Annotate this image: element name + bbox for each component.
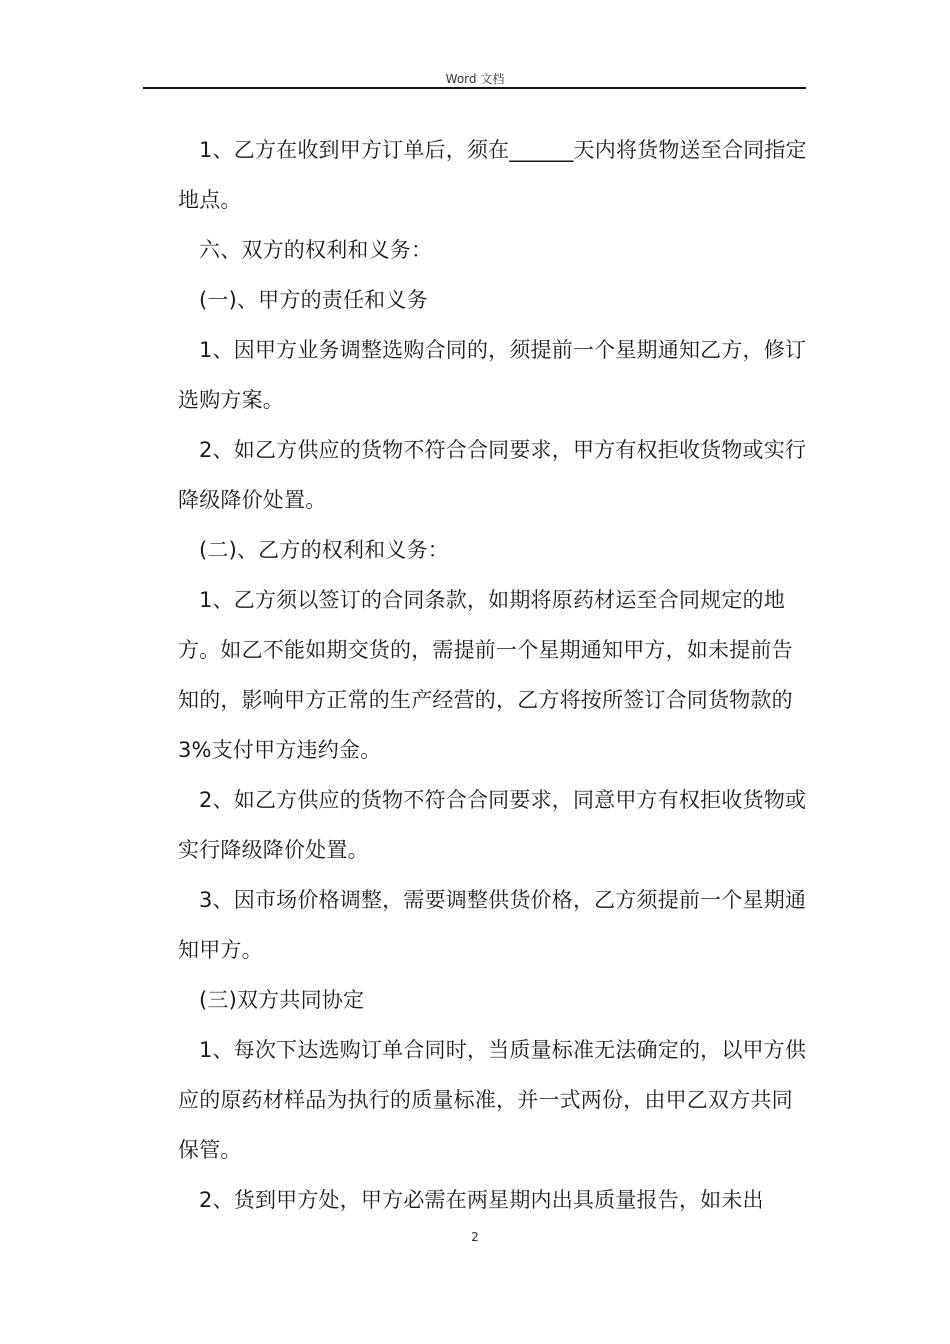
paragraph: 1、乙方须以签订的合同条款，如期将原药材运至合同规定的地方。如乙不能如期交货的，需提前一个星期通知甲方，如未提前告知的，影响甲方正常的生产经营的，乙方将按所签订合同货物款的 3%支付甲方违约金。 xyxy=(178,588,793,762)
paragraph: 六、双方的权利和义务： xyxy=(199,238,433,262)
paragraph: 1、因甲方业务调整选购合同的，须提前一个星期通知乙方，修订选购方案。 xyxy=(178,338,807,412)
paragraph: 1、乙方在收到甲方订单后，须在______天内将货物送至合同指定地点。 xyxy=(178,138,807,212)
paragraph: 3、因市场价格调整，需要调整供货价格，乙方须提前一个星期通知甲方。 xyxy=(178,888,807,962)
header-divider xyxy=(143,87,806,89)
document-header-title: Word 文档 xyxy=(445,72,505,86)
page-number: 2 xyxy=(471,1230,479,1244)
paragraph: 2、如乙方供应的货物不符合合同要求，甲方有权拒收货物或实行降级降价处置。 xyxy=(178,438,807,512)
document-body xyxy=(178,125,808,1225)
paragraph: 1、每次下达选购订单合同时，当质量标准无法确定的，以甲方供应的原药材样品为执行的质量标准，并一式两份，由甲乙双方共同保管。 xyxy=(178,1038,807,1162)
paragraph: 2、如乙方供应的货物不符合合同要求，同意甲方有权拒收货物或实行降级降价处置。 xyxy=(178,788,807,862)
paragraph: 2、货到甲方处，甲方必需在两星期内出具质量报告，如未出 xyxy=(199,1188,764,1212)
paragraph: (二)、乙方的权利和义务： xyxy=(199,538,449,562)
paragraph: (一)、甲方的责任和义务 xyxy=(199,288,428,312)
paragraph: (三)双方共同协定 xyxy=(199,988,365,1012)
